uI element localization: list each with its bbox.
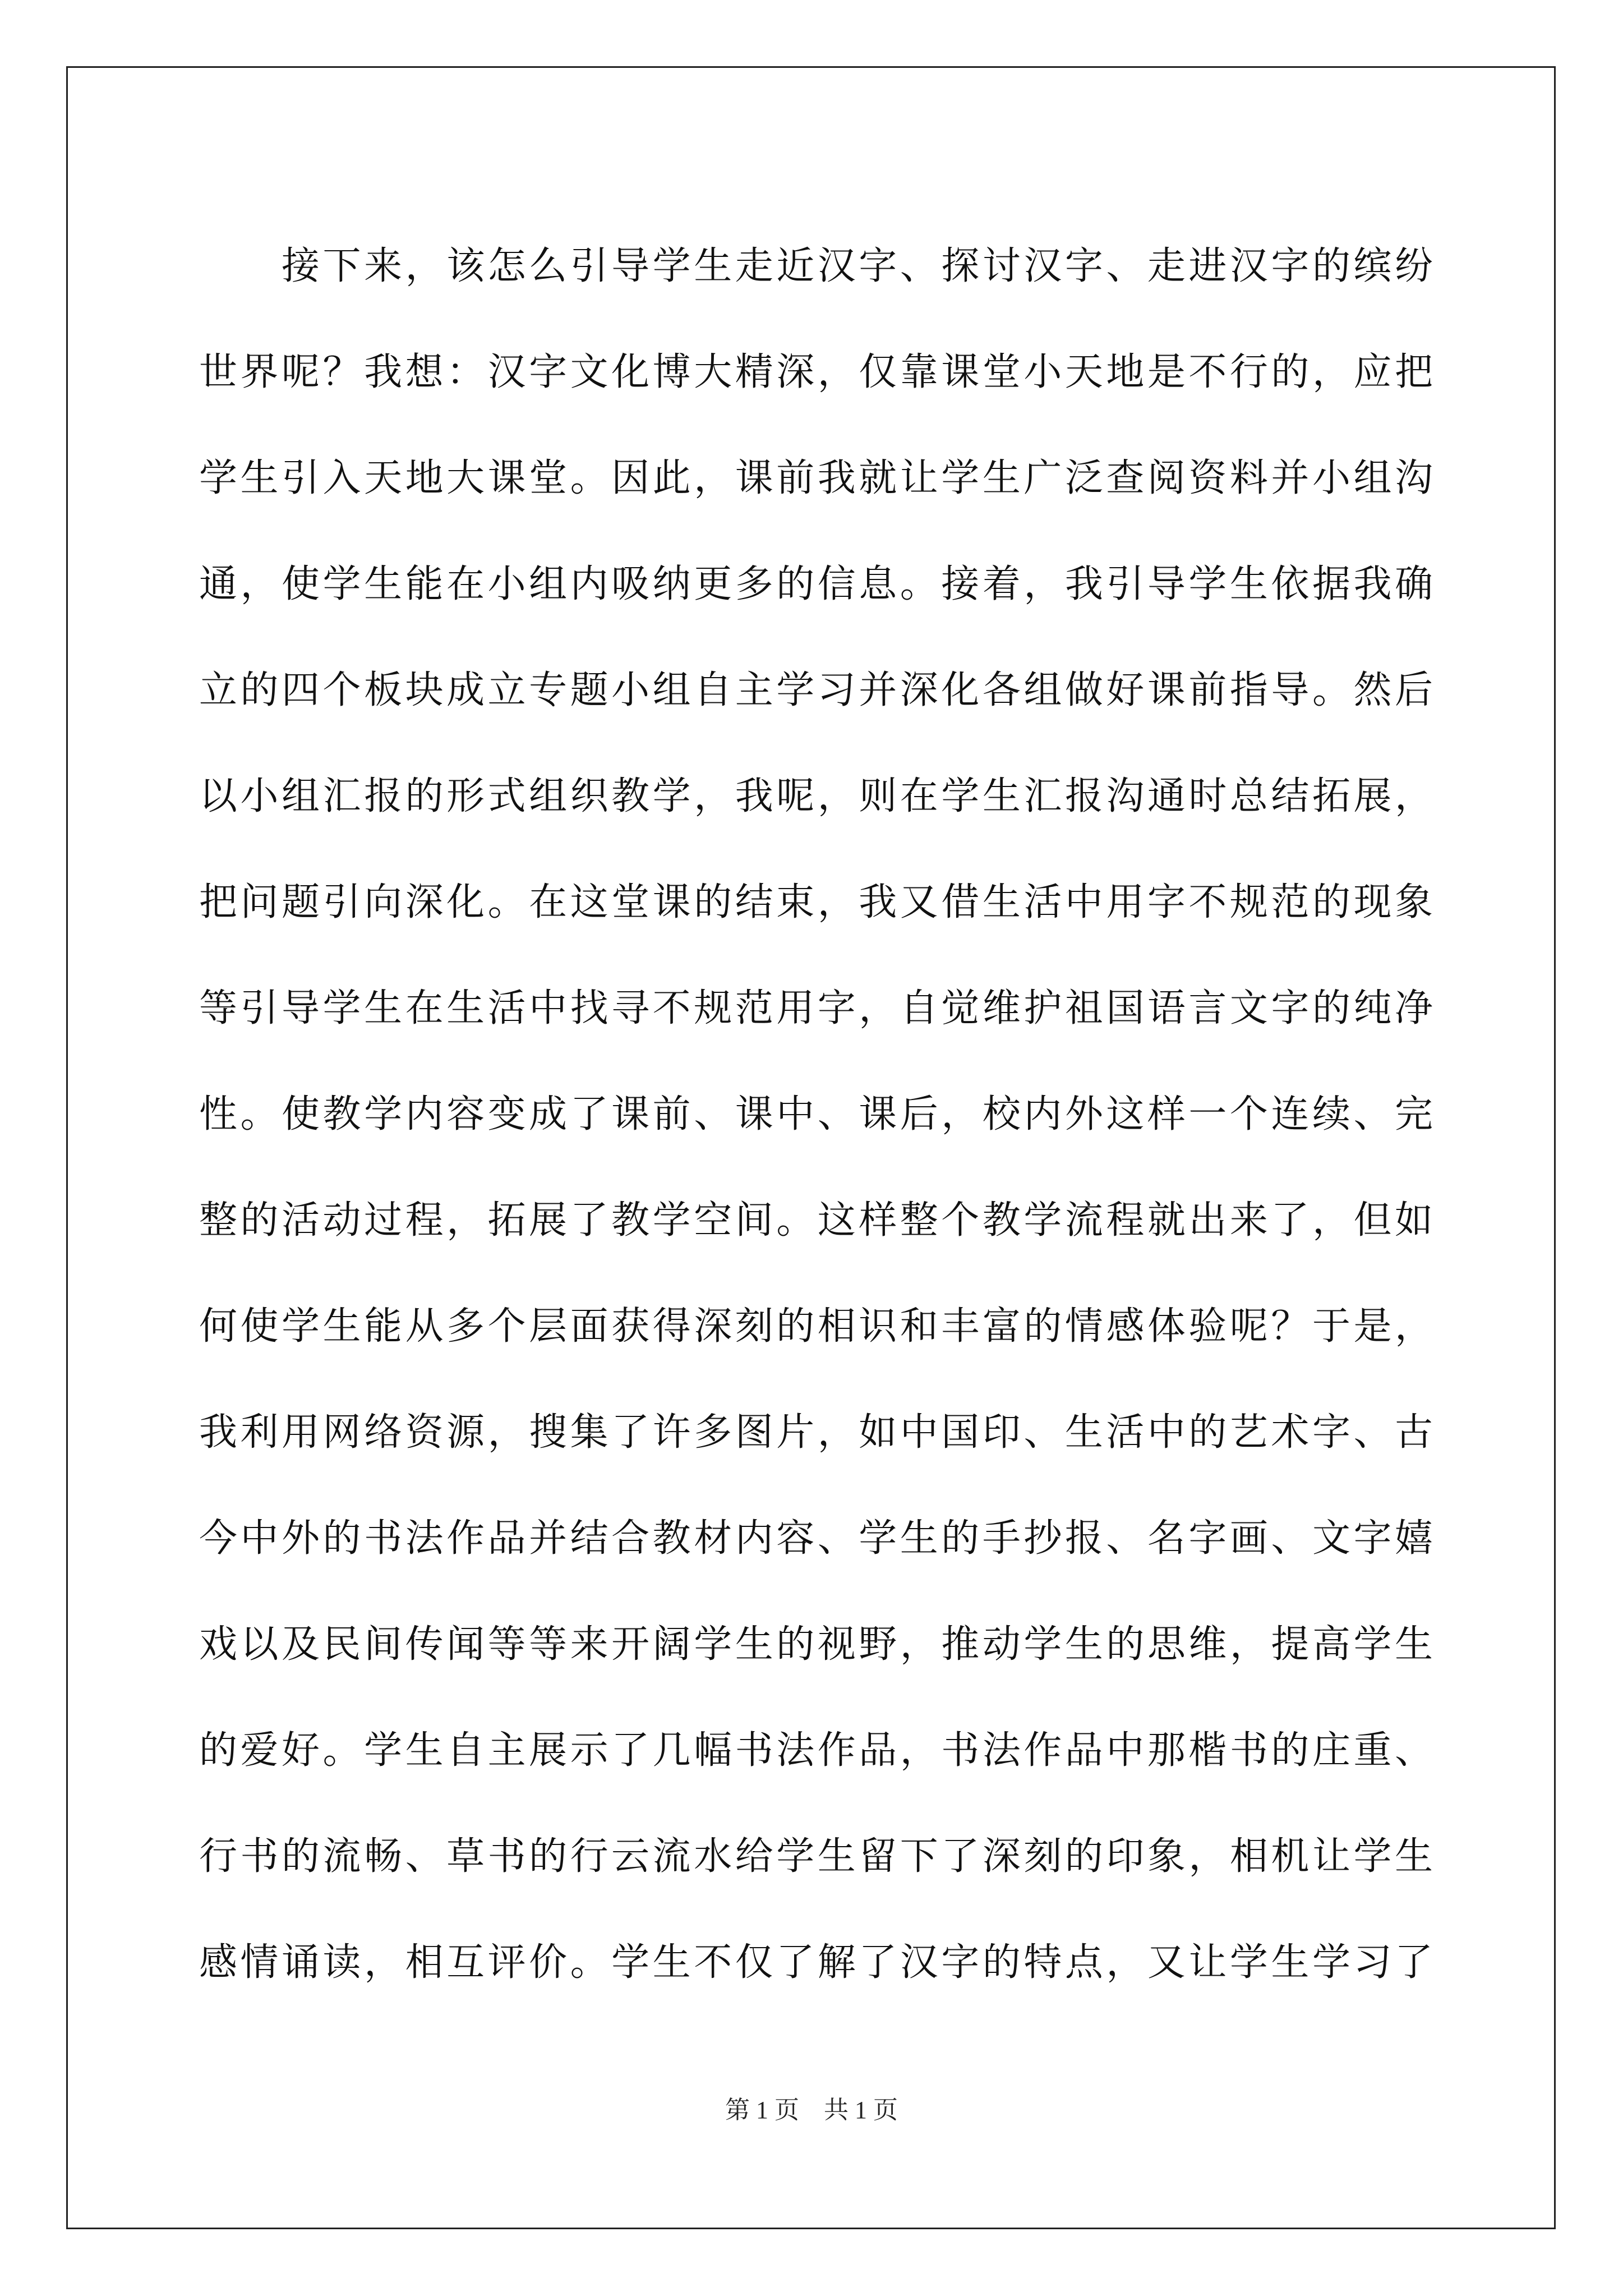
text-line: 学生引入天地大课堂。因此，课前我就让学生广泛查阅资料并小组沟 bbox=[199, 456, 1433, 500]
text-line: 的爱好。学生自主展示了几幅书法作品，书法作品中那楷书的庄重、 bbox=[199, 1728, 1433, 1773]
page-number-label: 第 1 页 共 1 页 bbox=[725, 2096, 898, 2124]
text-line: 感情诵读，相互评价。学生不仅了解了汉字的特点，又让学生学习了 bbox=[199, 1940, 1433, 1985]
text-line: 今中外的书法作品并结合教材内容、学生的手抄报、名字画、文字嬉 bbox=[199, 1516, 1433, 1561]
text-line: 我利用网络资源，搜集了许多图片，如中国印、生活中的艺术字、古 bbox=[199, 1410, 1433, 1455]
text-line: 戏以及民间传闻等等来开阔学生的视野，推动学生的思维，提高学生 bbox=[199, 1622, 1433, 1667]
text-line: 世界呢？我想：汉字文化博大精深，仅靠课堂小天地是不行的，应把 bbox=[199, 350, 1433, 394]
text-line: 以小组汇报的形式组织教学，我呢，则在学生汇报沟通时总结拓展， bbox=[199, 774, 1433, 818]
text-line: 通，使学生能在小组内吸纳更多的信息。接着，我引导学生依据我确 bbox=[199, 562, 1433, 606]
body-paragraph bbox=[199, 213, 1433, 2016]
text-line: 接下来，该怎么引导学生走近汉字、探讨汉字、走进汉字的缤纷 bbox=[199, 244, 1433, 288]
text-line: 整的活动过程，拓展了教学空间。这样整个教学流程就出来了，但如 bbox=[199, 1198, 1433, 1243]
text-line: 把问题引向深化。在这堂课的结束，我又借生活中用字不规范的现象 bbox=[199, 880, 1433, 924]
text-line: 等引导学生在生活中找寻不规范用字，自觉维护祖国语言文字的纯净 bbox=[199, 986, 1433, 1030]
text-line: 行书的流畅、草书的行云流水给学生留下了深刻的印象，相机让学生 bbox=[199, 1834, 1433, 1879]
text-line: 立的四个板块成立专题小组自主学习并深化各组做好课前指导。然后 bbox=[199, 668, 1433, 712]
page-footer bbox=[0, 2090, 1623, 2125]
text-line: 性。使教学内容变成了课前、课中、课后，校内外这样一个连续、完 bbox=[199, 1092, 1433, 1137]
text-line: 何使学生能从多个层面获得深刻的相识和丰富的情感体验呢？于是， bbox=[199, 1304, 1433, 1349]
